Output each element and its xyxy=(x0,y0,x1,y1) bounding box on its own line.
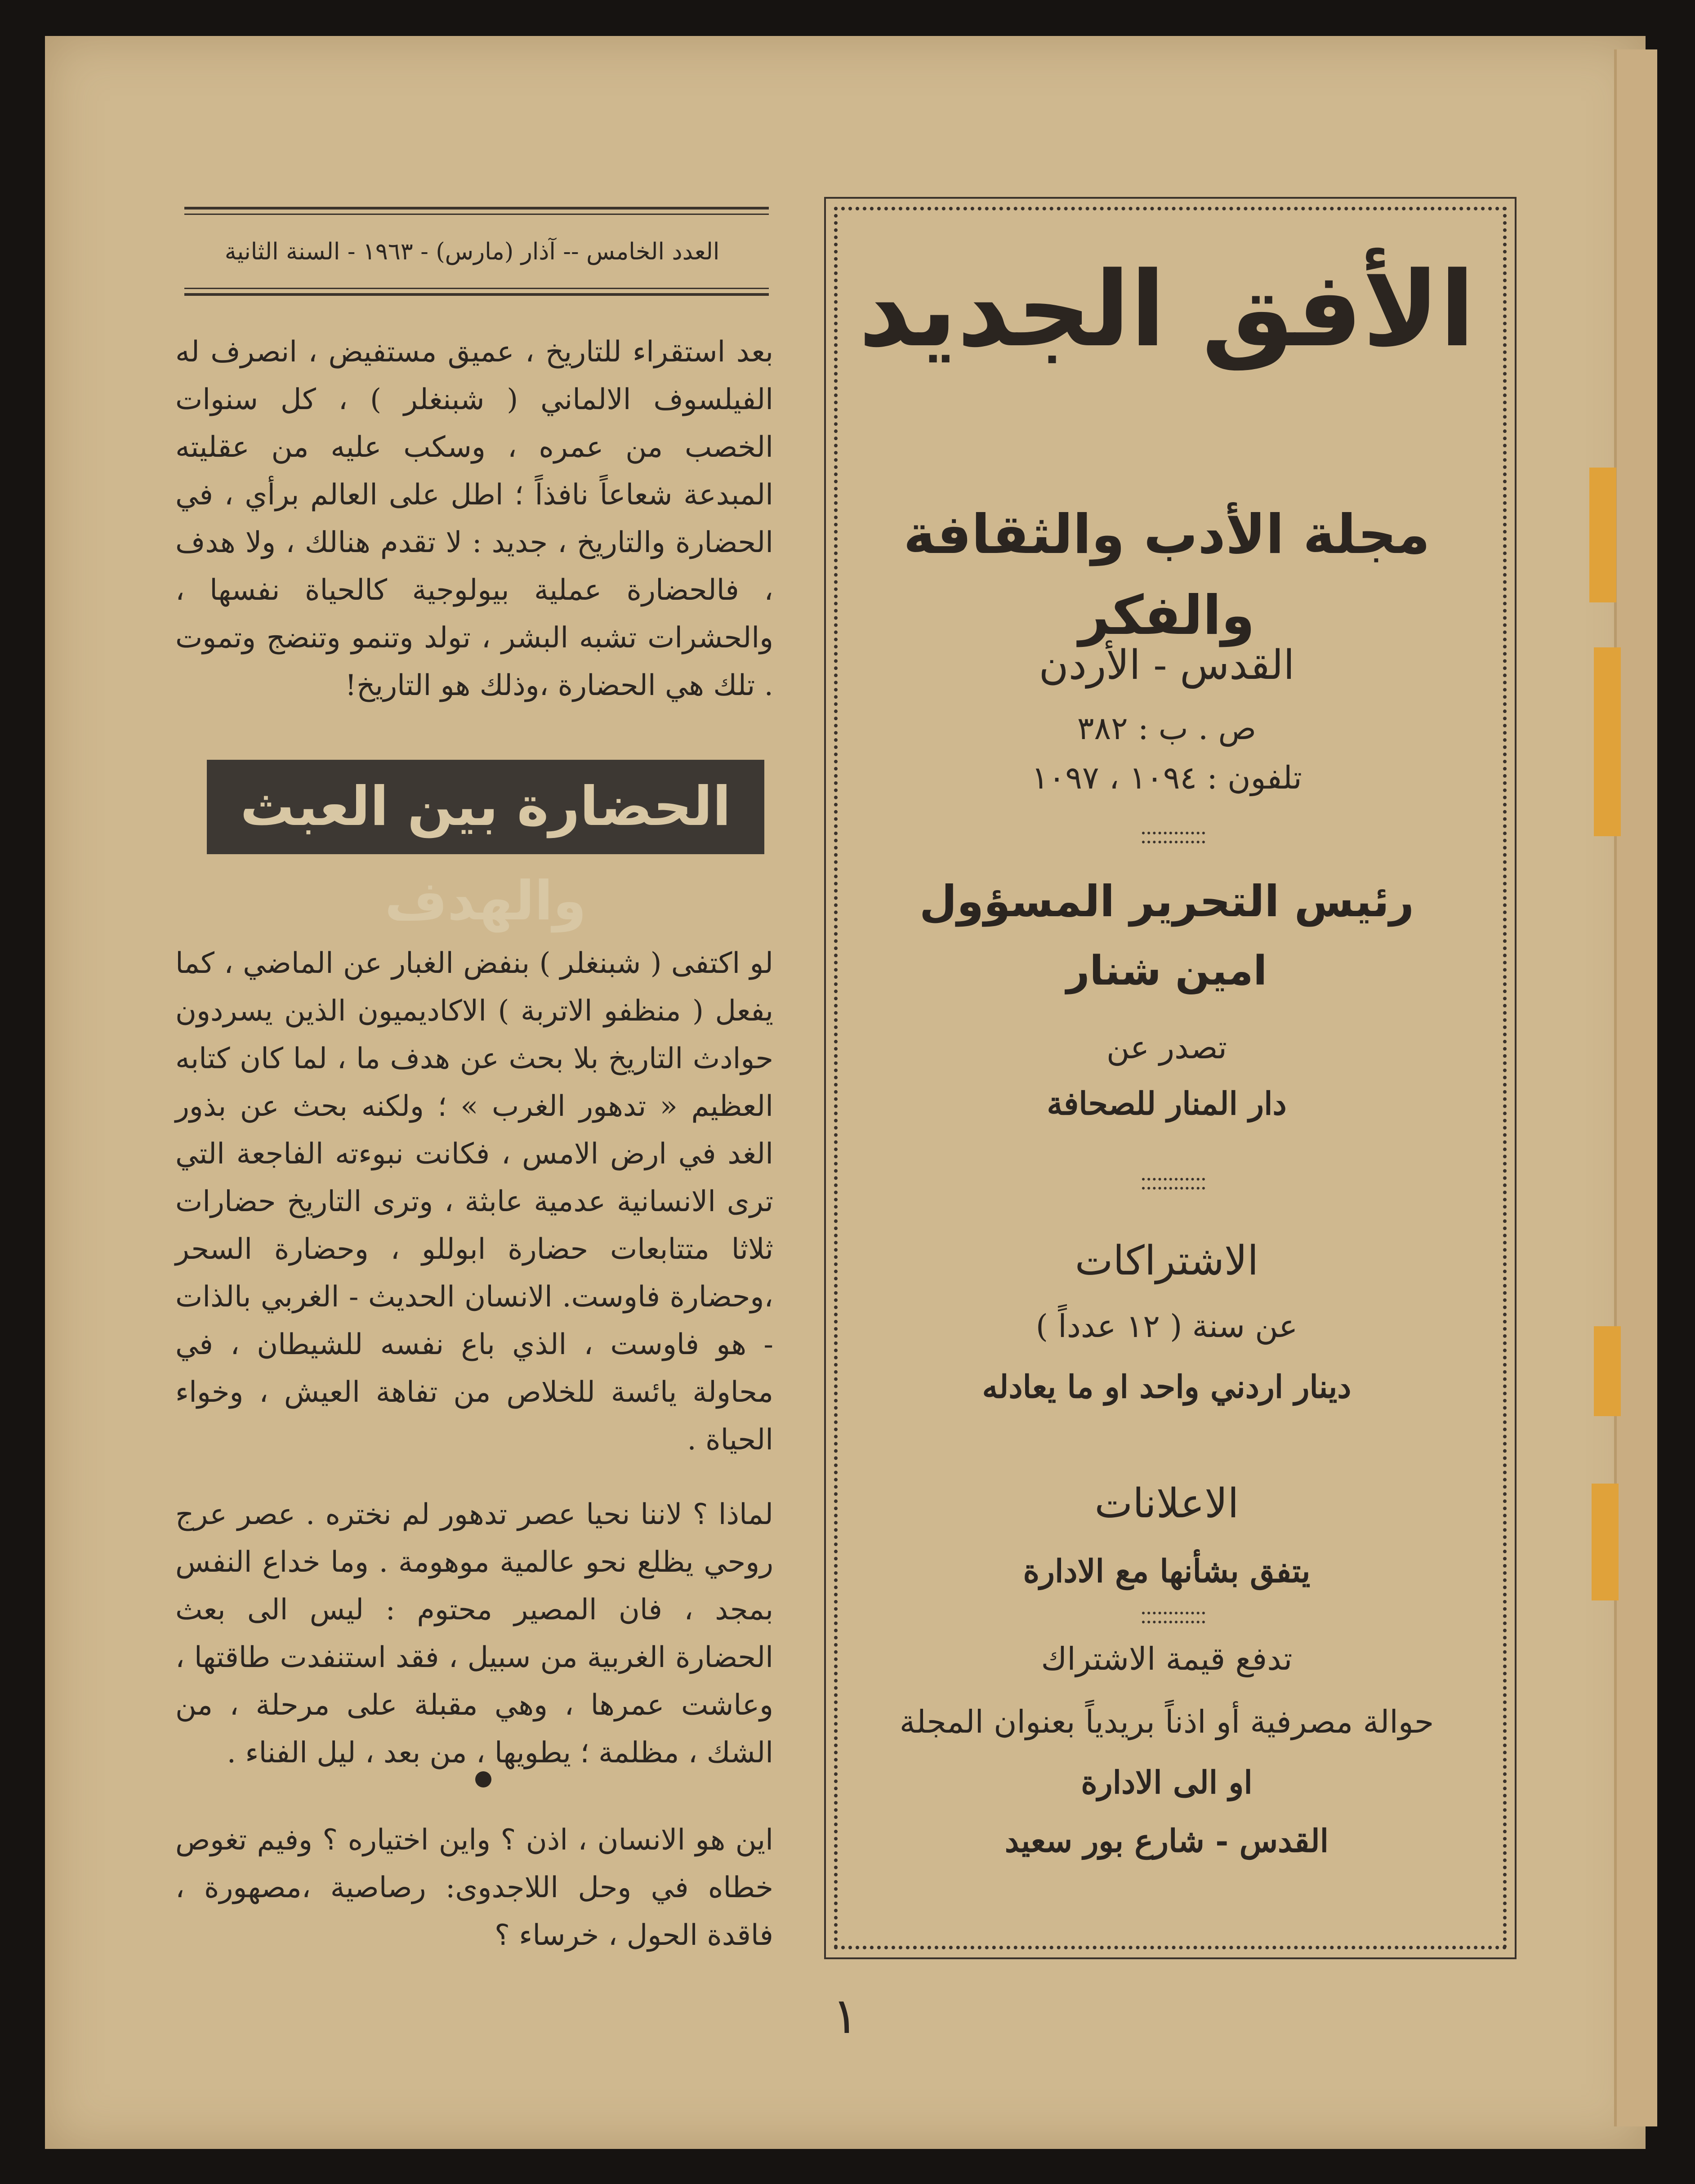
separator xyxy=(1142,1178,1205,1190)
page-edge xyxy=(1614,49,1657,2126)
header-rule-top xyxy=(184,207,769,209)
tape-mark xyxy=(1594,1326,1621,1416)
header-rule-bottom xyxy=(184,288,769,289)
phone-numbers: تلفون : ١٠٩٤ ، ١٠٩٧ xyxy=(1031,759,1302,796)
header-rule-bottom2 xyxy=(184,293,769,296)
magazine-title: الأفق الجديد xyxy=(858,250,1475,370)
tape-mark xyxy=(1592,1484,1619,1600)
section-dot xyxy=(475,1771,491,1787)
masthead-frame xyxy=(834,207,1507,1949)
ads-title: الاعلانات xyxy=(1094,1480,1239,1527)
body-paragraph-2: لماذا ؟ لاننا نحيا عصر تدهور لم نختره . عصر عرج روحي يظلع نحو عالمية موهومة . وما خداع النفس بمجد ، فان المصير محتوم : ليس الى بعث الحضارة الغربية من سبيل ، فقد استنفدت طاقتها ، وعاشت عمرها ، وهي مقبلة على مرحلة ، من الشك ، مظلمة ؛ يطويها ، من بعد ، ليل الفناء . xyxy=(175,1498,774,1769)
editor-label: رئيس التحرير المسؤول xyxy=(919,876,1414,927)
published-by: تصدر عن xyxy=(1106,1029,1227,1066)
tape-mark xyxy=(1594,647,1621,836)
issue-line: العدد الخامس -- آذار (مارس) - ١٩٦٣ - السنة الثانية xyxy=(224,238,720,265)
article-banner: الحضارة بين العبث والهدف xyxy=(207,760,764,854)
publisher: دار المنار للصحافة xyxy=(1047,1085,1287,1122)
tape-mark xyxy=(1589,468,1616,602)
payment-text: حوالة مصرفية أو اذناً بريدياً بعنوان المجلة xyxy=(899,1703,1434,1740)
address: القدس - شارع بور سعيد xyxy=(1004,1822,1329,1859)
intro-paragraph: بعد استقراء للتاريخ ، عميق مستفيض ، انصرف له الفيلسوف الالماني ( شبنغلر ) ، كل سنوات الخصب من عمره ، وسكب عليه من عقليته المبدعة شعاعاً نافذاً ؛ اطل على العالم برأي ، في الحضارة والتاريخ ، جديد : لا تقدم هنالك ، ولا هدف ، فالحضارة عملية بيولوجية كالحياة نفسها ، والحشرات تشبه البشر ، تولد وتنمو وتنضج وتموت . تلك هي الحضارة ،وذلك هو التاريخ! xyxy=(175,335,773,702)
magazine-subtitle: مجلة الأدب والثقافة والفكر xyxy=(903,504,1430,647)
payment-or: او الى الادارة xyxy=(1081,1764,1253,1801)
subscription-price: دينار اردني واحد او ما يعادله xyxy=(982,1368,1352,1405)
separator xyxy=(1142,1612,1205,1623)
subscription-period: عن سنة ( ١٢ عدداً ) xyxy=(1035,1308,1298,1345)
separator xyxy=(1142,832,1205,843)
payment-title: تدفع قيمة الاشتراك xyxy=(1041,1640,1293,1677)
po-box: ص . ب : ٣٨٢ xyxy=(1077,710,1257,747)
subscriptions-title: الاشتراكات xyxy=(1075,1237,1259,1284)
body-paragraph-3: اين هو الانسان ، اذن ؟ واين اختياره ؟ وفيم تغوص خطاه في وحل اللاجدوى: رصاصية ،مصهورة ، فاقدة الحول ، خرساء ؟ xyxy=(175,1823,773,1952)
article-closing xyxy=(175,1816,773,1986)
page-number: ١ xyxy=(832,1987,859,2045)
ads-text: يتفق بشأنها مع الادارة xyxy=(1023,1552,1311,1590)
article-body xyxy=(175,940,773,1804)
editor-name: امين شنار xyxy=(1066,947,1267,994)
header-rule-top2 xyxy=(184,214,769,215)
article-intro xyxy=(175,328,773,736)
body-paragraph-1: لو اكتفى ( شبنغلر ) بنفض الغبار عن الماضي ، كما يفعل ( منظفو الاتربة ) الاكاديميون الذين يسردون حوادث التاريخ بلا بحث عن هدف ما ، لما كان كتابه العظيم « تدهور الغرب » ؛ ولكنه بحث عن بذور الغد في ارض الامس ، فكانت نبوءته الفاجعة التي ترى الانسانية عدمية عابثة ، وترى التاريخ حضارات ثلاثا متتابعات حضارة ابوللو ، وحضارة السحر ،وحضارة فاوست. الانسان الحديث - الغربي بالذات - هو فاوست ، الذي باع نفسه للشيطان ، في محاولة يائسة للخلاص من تفاهة العيش ، وخواء الحياة . xyxy=(175,947,774,1457)
location: القدس - الأردن xyxy=(1039,642,1295,689)
